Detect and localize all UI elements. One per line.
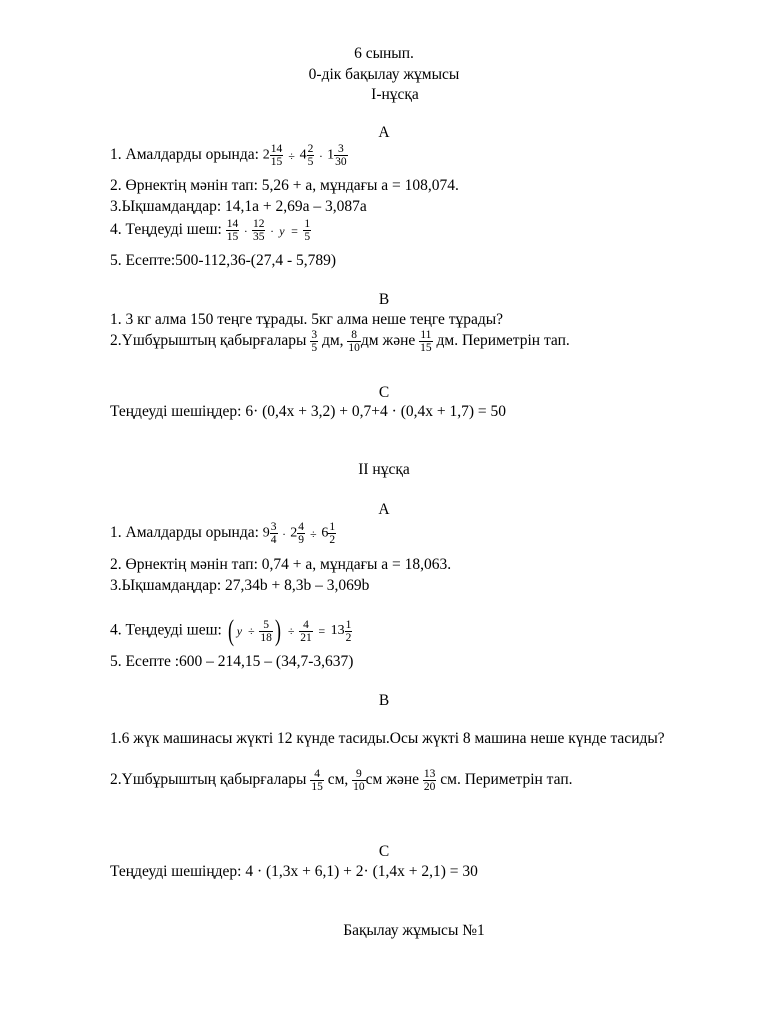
v1-task-a3: 3.Ықшамдаңдар: 14,1а + 2,69а – 3,087а [110, 198, 367, 215]
numerator: 1 [304, 218, 311, 230]
numerator: 9 [352, 768, 366, 781]
v2-task-a1-label: 1. Амалдарды орында: [110, 524, 259, 542]
v1-b2-text-2: дм және [360, 332, 416, 350]
denominator: 15 [226, 231, 239, 243]
v1-section-c-heading: С [378, 384, 390, 401]
numerator: 3 [334, 143, 348, 156]
denominator: 18 [260, 631, 272, 644]
v1-a4-fraction-2 [252, 218, 266, 243]
v2-a4-m1-whole: 13 [330, 623, 345, 638]
numerator: 3 [311, 329, 318, 341]
v2-a1-m2-whole: 2 [290, 525, 298, 541]
v1-a1-m2-whole: 4 [299, 147, 307, 163]
v2-b2-fraction-2 [352, 768, 366, 793]
denominator: 15 [420, 342, 432, 354]
v1-section-a-heading: А [378, 124, 390, 141]
v1-task-a5: 5. Есепте:500-112,36-(27,4 - 5,789) [110, 252, 337, 269]
v2-section-c-heading: С [378, 843, 390, 860]
v1-a4-equals: = [290, 223, 299, 238]
numerator: 1 [345, 618, 352, 631]
v2-a4-op2: ÷ [287, 624, 295, 638]
v2-section-b-heading: В [378, 692, 390, 709]
v1-b2-fraction-2 [347, 329, 361, 354]
v1-a1-m3-fraction [334, 143, 348, 168]
v2-a1-op1: · [282, 526, 286, 541]
variant-1-heading: І-нұсқа [371, 86, 419, 103]
v2-task-b2 [110, 768, 728, 793]
v2-task-a3: 3.Ықшамдаңдар: 27,34b + 8,3b – 3,069b [110, 577, 370, 594]
v2-b2-fraction-1 [310, 768, 324, 793]
v2-a1-m1-whole: 9 [262, 525, 270, 541]
numerator: 12 [252, 218, 265, 230]
v1-a4-fraction-1 [226, 218, 240, 243]
denominator: 30 [335, 156, 347, 168]
v2-a4-right-paren: ) [274, 614, 281, 647]
numerator: 14 [226, 218, 239, 230]
v2-a4-op1: ÷ [247, 624, 255, 638]
v2-task-a1 [110, 521, 728, 546]
denominator: 2 [345, 631, 352, 644]
denominator: 15 [311, 781, 323, 793]
v2-a1-m1-fraction [270, 521, 278, 546]
v1-task-a1-label: 1. Амалдарды орында: [110, 146, 259, 164]
worksheet-title: 0-дік бақылау жұмысы [308, 66, 460, 83]
v1-task-c1: Теңдеуді шешіңдер: 6· (0,4х + 3,2) + 0,7+4 · (0,4х + 1,7) = 50 [110, 403, 506, 420]
v1-a4-op2: · [270, 223, 274, 238]
v1-task-b1: 1. 3 кг алма 150 теңге тұрады. 5кг алма неше теңге тұрады? [110, 311, 504, 328]
footer-title: Бақылау жұмысы №1 [343, 922, 485, 939]
v1-a1-m1-fraction [270, 143, 284, 168]
v2-a4-fraction-2 [299, 619, 313, 644]
v1-a1-op1: ÷ [288, 148, 295, 163]
v2-b2-text-1: см, [327, 771, 349, 789]
numerator: 2 [307, 143, 314, 155]
v1-task-a1 [110, 143, 728, 168]
v2-task-c1: Теңдеуді шешіңдер: 4 · (1,3х + 6,1) + 2· (1,4х + 2,1) = 30 [110, 863, 478, 880]
v1-b2-fraction-3 [419, 329, 433, 354]
v1-b2-text-1: дм, [321, 332, 344, 350]
numerator: 4 [298, 521, 305, 533]
numerator: 4 [299, 619, 313, 632]
variant-2-heading: ІІ нұсқа [358, 461, 410, 478]
v1-a1-m2-fraction [307, 143, 315, 168]
v1-task-a2: 2. Өрнектің мәнін тап: 5,26 + а, мұндағы а = 108,074. [110, 177, 459, 194]
numerator: 4 [310, 768, 324, 781]
v1-a4-fraction-3 [303, 218, 311, 243]
v1-task-a4-label: 4. Теңдеуді шеш: [110, 221, 222, 239]
v1-b2-fraction-1 [310, 329, 318, 354]
denominator: 5 [311, 342, 318, 354]
v1-a4-op1: · [244, 223, 248, 238]
denominator: 10 [348, 342, 360, 354]
v2-a4-equals: = [317, 624, 326, 638]
numerator: 13 [423, 768, 436, 780]
v2-a4-left-paren: ( [227, 614, 234, 647]
denominator: 35 [252, 231, 265, 243]
numerator: 1 [329, 521, 336, 533]
denominator: 4 [270, 534, 277, 546]
v2-task-b1: 1.6 жүк машинасы жүкті 12 күнде тасиды.Осы жүкті 8 машина неше күнде тасиды? [110, 730, 665, 747]
denominator: 2 [329, 534, 336, 546]
v2-b2-text-3: см. Периметрін тап. [440, 771, 573, 789]
denominator: 20 [423, 781, 436, 793]
v1-section-b-heading: В [378, 291, 390, 308]
v2-task-b2-label: 2.Үшбұрыштың қабырғалары [110, 771, 307, 789]
denominator: 9 [298, 534, 305, 546]
numerator: 14 [270, 143, 283, 155]
denominator: 21 [300, 631, 312, 644]
v1-task-b2 [110, 329, 728, 354]
v2-a4-fraction-1 [259, 619, 273, 644]
numerator: 5 [259, 619, 273, 632]
numerator: 8 [347, 329, 361, 342]
v2-b2-text-2: см және [365, 771, 419, 789]
grade-line: 6 сынып. [354, 45, 414, 62]
v2-task-a5: 5. Есепте :600 – 214,15 – (34,7-3,637) [110, 653, 354, 670]
v2-a1-m3-whole: 6 [321, 525, 329, 541]
denominator: 5 [307, 156, 314, 168]
numerator: 11 [420, 329, 432, 341]
v2-a4-m1-fraction [345, 619, 353, 644]
v2-task-a4 [110, 616, 728, 646]
numerator: 3 [270, 521, 277, 533]
denominator: 5 [304, 231, 311, 243]
v2-task-a4-label: 4. Теңдеуді шеш: [110, 621, 222, 639]
v1-a1-m1-whole: 2 [262, 147, 270, 163]
v2-a1-m3-fraction [328, 521, 336, 546]
v1-a1-op2: · [319, 148, 323, 163]
v2-a1-m2-fraction [297, 521, 305, 546]
denominator: 10 [353, 781, 365, 793]
v1-a1-m3-whole: 1 [327, 147, 335, 163]
v2-a1-op2: ÷ [309, 526, 317, 541]
v1-task-a4 [110, 218, 728, 243]
v2-task-a2: 2. Өрнектің мәнін тап: 0,74 + а, мұндағы а = 18,063. [110, 556, 452, 573]
v1-a4-variable: y [279, 223, 285, 238]
denominator: 15 [270, 156, 283, 168]
v2-a4-variable: y [236, 624, 243, 638]
v2-b2-fraction-3 [423, 768, 437, 793]
v1-b2-text-3: дм. Периметрін тап. [436, 332, 570, 350]
v2-section-a-heading: А [378, 501, 390, 518]
v1-task-b2-label: 2.Үшбұрыштың қабырғалары [110, 332, 307, 350]
